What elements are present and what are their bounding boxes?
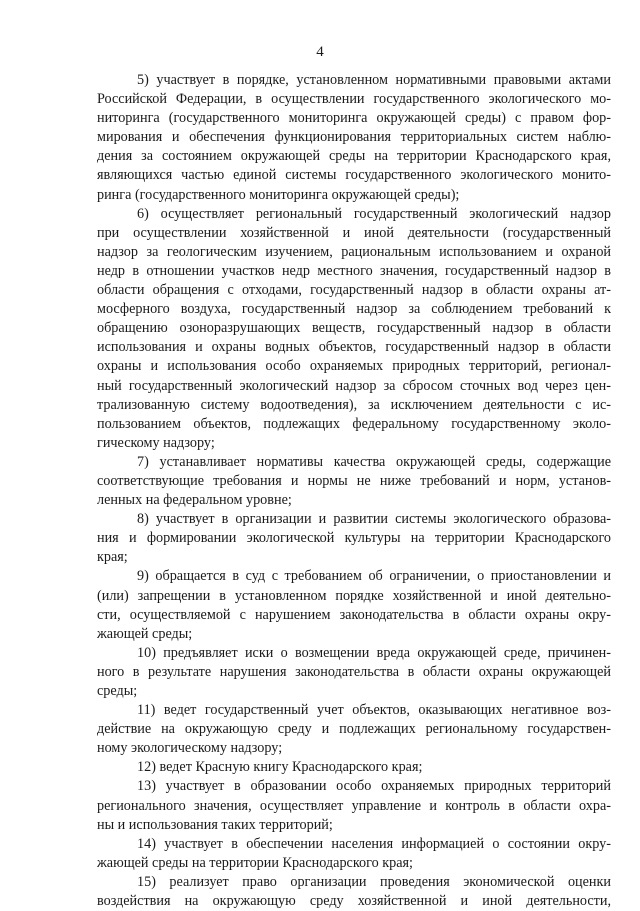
paragraph-line: трализованную систему водоотведения), за исключением деятельности с ис- xyxy=(97,396,611,413)
paragraph-line: мосферного воздуха, государственный надзор за соблюдением требований к xyxy=(97,301,611,318)
paragraph-line: 14) участвует в обеспечении населения информацией о состоянии окру- xyxy=(137,835,611,852)
paragraph-line: ный государственный экологический надзор за сбросом сточных вод через цен- xyxy=(97,377,611,394)
paragraph-line: жающей среды; xyxy=(97,625,193,642)
paragraph-line: пользованием объектов, подлежащих федеральному государственному эколо- xyxy=(97,415,611,432)
page-number: 4 xyxy=(316,44,324,60)
paragraph xyxy=(97,567,611,643)
paragraph-line: являющихся частью единой системы государственного экологического монито- xyxy=(97,167,611,184)
paragraph-line: среды; xyxy=(97,683,138,699)
paragraph-line: охраны и использования особо охраняемых природных территорий, регионал- xyxy=(97,358,611,375)
paragraph-line: Российской Федерации, в осуществлении государственного экологического мо- xyxy=(97,91,611,108)
paragraph xyxy=(97,71,611,205)
paragraph-line: 7) устанавливает нормативы качества окружающей среды, содержащие xyxy=(137,453,611,470)
paragraph-line: 6) осуществляет региональный государственный экологический надзор xyxy=(137,205,611,222)
paragraph-line: ния и формировании экологической культуры на территории Краснодарского xyxy=(97,530,611,547)
paragraph-line: 11) ведет государственный учет объектов, оказывающих негативное воз- xyxy=(137,702,611,719)
paragraph-line: мирования и обеспечения функционирования территориальных систем наблю- xyxy=(97,129,611,146)
paragraph-line: действие на окружающую среду и подлежащих региональному государствен- xyxy=(97,721,611,738)
document-body xyxy=(97,71,611,911)
paragraph-line: воздействия на окружающую среду хозяйственной и иной деятельности, xyxy=(97,893,611,910)
paragraph-line: области обращения с отходами, государственный надзор в области охраны ат- xyxy=(97,282,611,299)
paragraph-line: соответствующие требования и нормы не ниже требований и норм, установ- xyxy=(97,472,611,489)
paragraph xyxy=(97,835,611,873)
paragraph-line: 15) реализует право организации проведения экономической оценки xyxy=(137,873,611,890)
paragraph xyxy=(97,873,611,911)
paragraph-line: 10) предъявляет иски о возмещении вреда окружающей среде, причинен- xyxy=(137,644,611,661)
paragraph-line: ного в результате нарушения законодательства в области охраны окружающей xyxy=(97,663,611,680)
paragraph-line: ны и использования таких территорий; xyxy=(97,816,333,833)
paragraph-line: регионального значения, осуществляет управление и контроль в области охра- xyxy=(97,797,611,814)
paragraph-line: ному экологическому надзору; xyxy=(97,740,283,757)
paragraph-line: 5) участвует в порядке, установленном нормативными правовыми актами xyxy=(137,72,611,88)
paragraph-line: 8) участвует в организации и развитии системы экологического образова- xyxy=(137,511,611,528)
paragraph xyxy=(97,758,611,777)
paragraph-line: (или) запрещении в установленном порядке хозяйственной и иной деятельно- xyxy=(97,587,611,604)
paragraph-line: надзор за геологическим изучением, рациональным использованием и охраной xyxy=(97,243,611,260)
paragraph-line: обращению озоноразрушающих веществ, государственный надзор в области xyxy=(97,320,611,337)
paragraph-line: при осуществлении хозяйственной и иной деятельности (государственный xyxy=(97,224,611,241)
paragraph-line: гическому надзору; xyxy=(97,434,215,451)
paragraph-line: использования и охраны водных объектов, государственный надзор в области xyxy=(97,339,611,356)
paragraph xyxy=(97,510,611,567)
paragraph-line: 12) ведет Красную книгу Краснодарского края; xyxy=(137,759,423,776)
paragraph xyxy=(97,701,611,758)
paragraph-line: недр в отношении участков недр местного значения, государственный надзор в xyxy=(97,262,611,279)
paragraph-line: дения за состоянием окружающей среды на территории Краснодарского края, xyxy=(97,148,611,165)
paragraph xyxy=(97,644,611,701)
paragraph xyxy=(97,453,611,510)
paragraph-line: ринга (государственного мониторинга окружающей среды); xyxy=(97,186,460,203)
paragraph-line: края; xyxy=(97,549,128,566)
paragraph-line: ниторинга (государственного мониторинга окружающей среды) с правом фор- xyxy=(97,110,611,127)
paragraph-line: жающей среды на территории Краснодарского края; xyxy=(97,854,413,871)
paragraph xyxy=(97,205,611,453)
paragraph xyxy=(97,777,611,834)
paragraph-line: ленных на федеральном уровне; xyxy=(97,492,292,509)
paragraph-line: 9) обращается в суд с требованием об ограничении, о приостановлении и xyxy=(137,568,611,585)
paragraph-line: 13) участвует в образовании особо охраняемых природных территорий xyxy=(137,778,611,795)
paragraph-line: сти, осуществляемой с нарушением законодательства в области охраны окру- xyxy=(97,606,611,623)
